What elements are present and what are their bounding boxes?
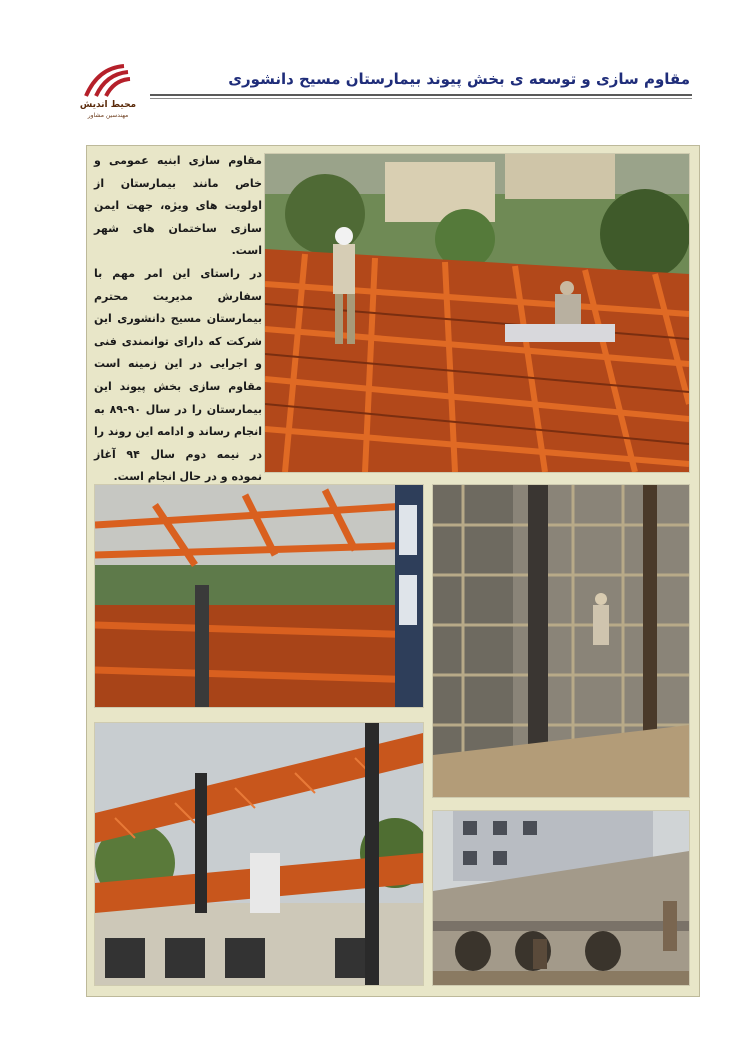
company-logo	[62, 64, 154, 134]
photo-wall-formwork	[432, 484, 690, 798]
photo-steel-beams-interior	[94, 484, 424, 708]
paragraph-project: در راستای این امر مهم با سفارش مدیریت محترم بیمارستان مسیح دانشوری این شرکت که دارای توانمندی فنی و اجرایی در این زمینه است مقاوم سازی بخش پیوند این بیمارستان را در سال ۹۰-۸۹ به انجام رساند و ادامه این روند را در نیمه دوم سال ۹۴ آغاز نموده و در حال انجام است.	[94, 266, 262, 484]
header-rule	[150, 94, 692, 96]
logo-name: محیط اندیش	[79, 100, 137, 110]
page-title: مقاوم سازی و توسعه ی بخش پیوند بیمارستان مسیح دانشوری	[228, 70, 690, 88]
logo-arcs-icon	[84, 64, 132, 98]
photo-trusses-over-building	[94, 722, 424, 986]
header-rule-thin	[150, 98, 692, 99]
photo-roof-steel-frame	[264, 153, 690, 473]
paragraph-intro: مقاوم سازی ابنیه عمومی و خاص مانند بیمارستان از اولویت های ویژه، جهت ایمن سازی ساختمان های شهر است.	[94, 154, 262, 258]
photo-foundation-excavation	[432, 810, 690, 986]
logo-subtitle: مهندسین مشاور	[87, 112, 129, 119]
body-text	[94, 150, 262, 489]
